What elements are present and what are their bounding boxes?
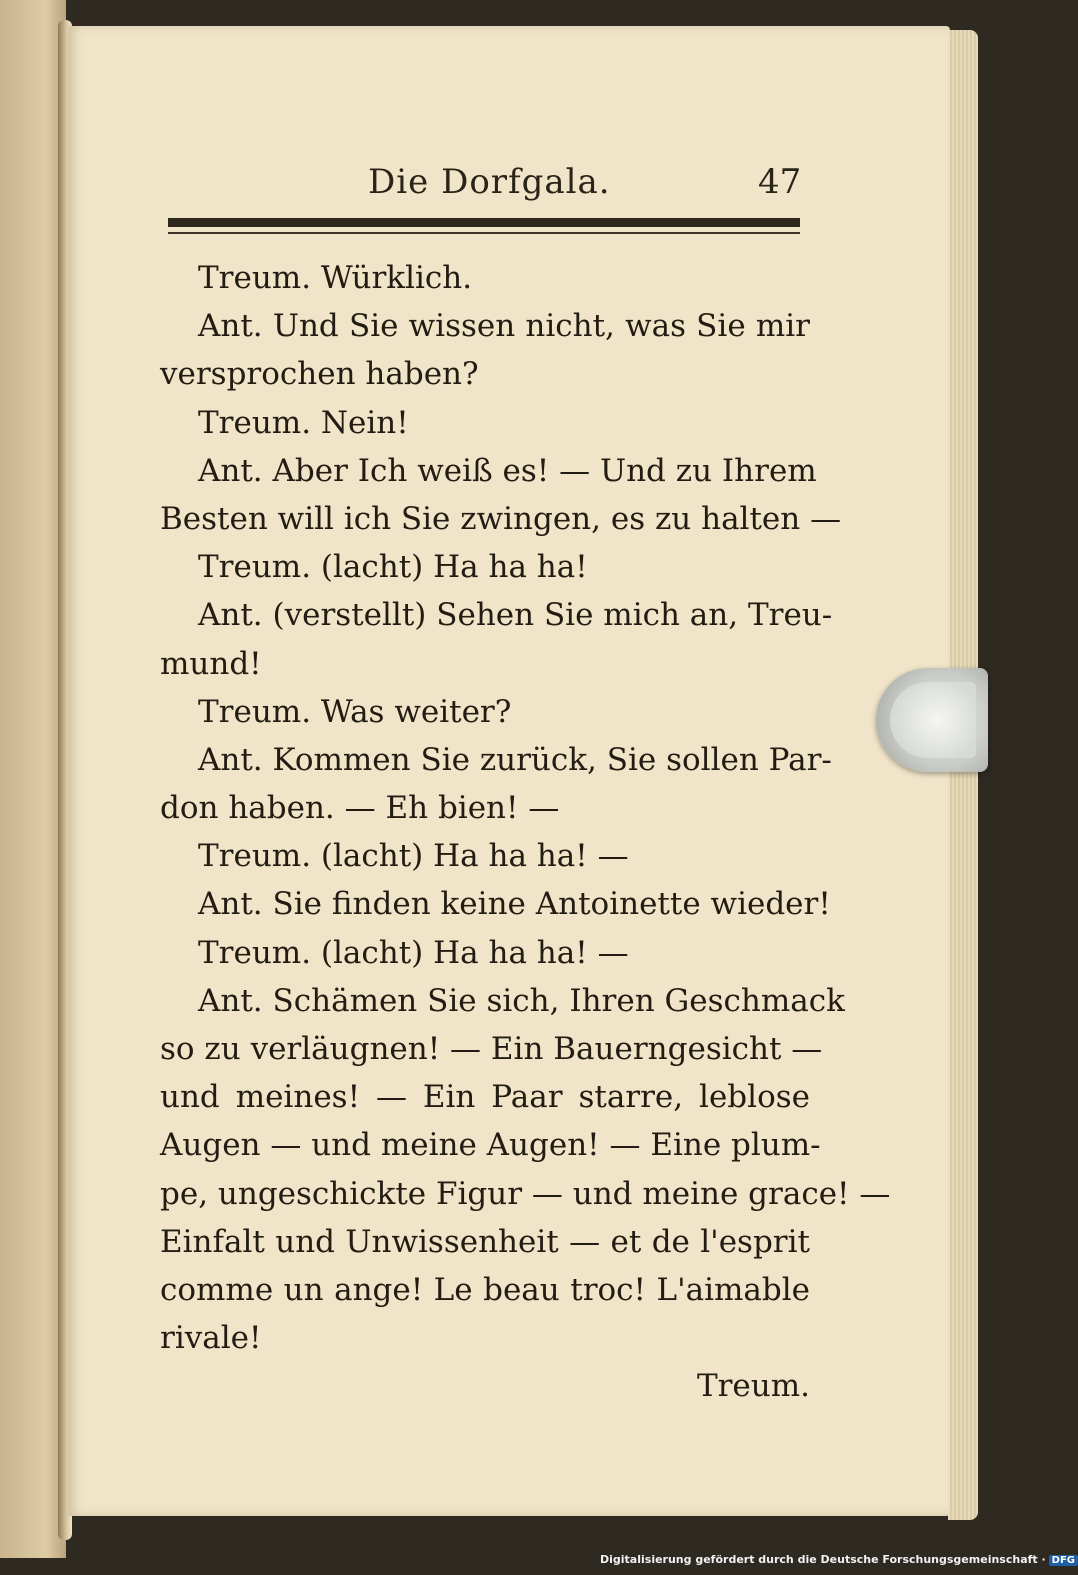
digitization-credit <box>600 1553 1076 1571</box>
text-line: Augen — und meine Augen! — Eine plum- <box>160 1127 821 1164</box>
text-line: versprochen haben? <box>160 356 479 393</box>
page-stack-edge <box>948 30 978 1520</box>
dfg-logo: DFG <box>1049 1555 1078 1566</box>
text-line: Ant. (verstellt) Sehen Sie mich an, Treu- <box>198 597 833 634</box>
text-line: Treum. (lacht) Ha ha ha! — <box>198 934 629 971</box>
text-line: mund! <box>160 645 262 682</box>
text-line: Treum. Nein! <box>198 404 409 441</box>
credit-text: Digitalisierung gefördert durch die Deutsche Forschungsgemeinschaft · <box>600 1553 1046 1566</box>
text-line: Treum. (lacht) Ha ha ha! <box>198 549 588 586</box>
text-line: und meines! — Ein Paar starre, leblose <box>160 1079 810 1116</box>
page-number: 47 <box>758 162 802 202</box>
text-line: Besten will ich Sie zwingen, es zu halten — <box>160 500 842 537</box>
text-line: so zu verläugnen! — Ein Bauerngesicht — <box>160 1031 823 1067</box>
text-line: don haben. — Eh bien! — <box>160 790 560 827</box>
text-line: Ant. Kommen Sie zurück, Sie sollen Par- <box>198 741 832 778</box>
page-clip <box>876 668 988 772</box>
text-line: Ant. Und Sie wissen nicht, was Sie mir <box>198 308 810 345</box>
text-line: Einfalt und Unwissenheit — et de l'esprit <box>160 1223 810 1260</box>
text-line: rivale! <box>160 1320 262 1357</box>
text-line: comme un ange! Le beau troc! L'aimable <box>160 1271 810 1308</box>
book-page <box>68 26 950 1516</box>
text-line: Ant. Sie finden keine Antoinette wieder! <box>198 886 831 923</box>
text-line: Treum. (lacht) Ha ha ha! — <box>198 838 629 875</box>
page-text <box>160 254 891 1411</box>
text-line: Ant. Schämen Sie sich, Ihren Geschmack <box>198 982 845 1019</box>
text-line: Treum. Was weiter? <box>198 693 512 730</box>
header-rule-thin <box>168 232 800 234</box>
header-rule-thick <box>168 218 800 227</box>
page-header <box>68 154 950 214</box>
text-line: pe, ungeschickte Figur — und meine grace! — <box>160 1175 891 1212</box>
running-title: Die Dorfgala. <box>368 162 611 202</box>
page-clip-inner <box>890 682 976 758</box>
text-line: Treum. Würklich. <box>198 260 473 296</box>
text-line: Ant. Aber Ich weiß es! — Und zu Ihrem <box>198 452 817 489</box>
catchword: Treum. <box>696 1368 810 1405</box>
facing-page-edge <box>0 0 66 1558</box>
